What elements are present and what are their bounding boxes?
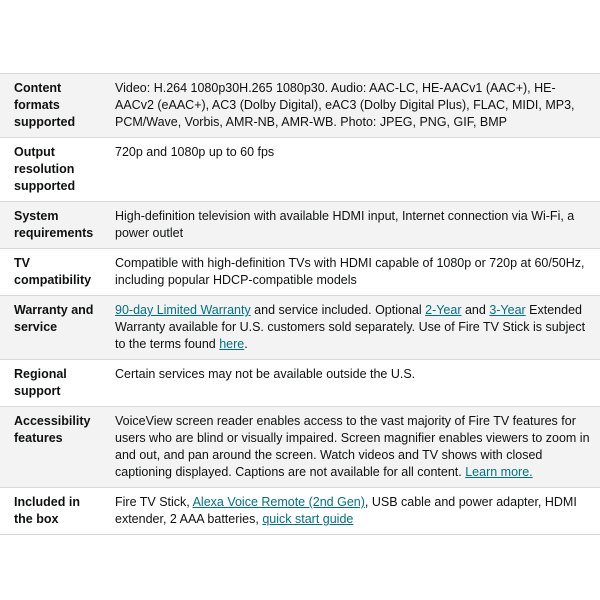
table-row (0, 249, 600, 296)
row-value-included-in-box (107, 488, 600, 535)
box-text-2: , USB cable and power adapter, HDMI extender, 2 AAA batteries, (115, 495, 577, 526)
row-value-tv-compatibility: Compatible with high-definition TVs with HDMI capable of 1080p or 720p at 60/50Hz, including popular HDCP-compatible models (115, 256, 585, 287)
warranty-text-3: Extended Warranty available for U.S. customers sold separately. Use of Fire TV Stick is subject to the terms found (115, 303, 586, 351)
row-value-regional-support: Certain services may not be available outside the U.S. (115, 367, 416, 381)
warranty-text-1: and service included. Optional (250, 303, 426, 317)
learn-more-link[interactable]: Learn more. (465, 465, 533, 479)
table-row (0, 360, 600, 407)
row-label-regional-support: Regional support (14, 367, 67, 398)
box-text-1: Fire TV Stick, (115, 495, 193, 509)
three-year-warranty-link[interactable]: 3-Year (489, 303, 526, 317)
table-row (0, 296, 600, 360)
table-row (0, 407, 600, 488)
quick-start-guide-link[interactable]: quick start guide (262, 512, 354, 526)
row-label-tv-compatibility: TV compatibility (14, 256, 92, 287)
row-value-content-formats: Video: H.264 1080p30H.265 1080p30. Audio: AAC-LC, HE-AACv1 (AAC+), HE-AACv2 (eAAC+), AC3 (Dolby Digital), eAC3 (Dolby Digital Plus), FLAC, MIDI, MP3, PCM/Wave, Vorbis, AMR-NB, AMR-WB. Photo: JPEG, PNG, GIF, BMP (115, 81, 575, 129)
row-label-accessibility: Accessibility features (14, 414, 91, 445)
row-value-accessibility (107, 407, 600, 488)
row-value-system-requirements: High-definition television with available HDMI input, Internet connection via Wi-Fi, a power outlet (115, 209, 575, 240)
table-row (0, 138, 600, 202)
table-row (0, 74, 600, 138)
row-value-output-resolution: 720p and 1080p up to 60 fps (115, 145, 275, 159)
two-year-warranty-link[interactable]: 2-Year (425, 303, 462, 317)
row-value-warranty (107, 296, 600, 360)
specs-table (0, 73, 600, 535)
warranty-text-2: and (461, 303, 490, 317)
warranty-text-4: . (244, 337, 248, 351)
row-label-warranty: Warranty and service (14, 303, 94, 334)
row-label-system-requirements: System requirements (14, 209, 94, 240)
table-row (0, 488, 600, 535)
row-label-included-in-box: Included in the box (14, 495, 80, 526)
table-row (0, 202, 600, 249)
limited-warranty-link[interactable]: 90-day Limited Warranty (115, 303, 251, 317)
row-label-output-resolution: Output resolution supported (14, 145, 76, 193)
row-label-content-formats: Content formats supported (14, 81, 76, 129)
alexa-voice-remote-link[interactable]: Alexa Voice Remote (2nd Gen) (192, 495, 365, 509)
terms-here-link[interactable]: here (219, 337, 245, 351)
accessibility-text: VoiceView screen reader enables access to the vast majority of Fire TV features for users who are blind or visually impaired. Screen magnifier enables viewers to zoom in and out, and pan around the screen. Watch videos and TV shows with closed captioning displayed. Captions are not available for all content. (115, 414, 590, 479)
